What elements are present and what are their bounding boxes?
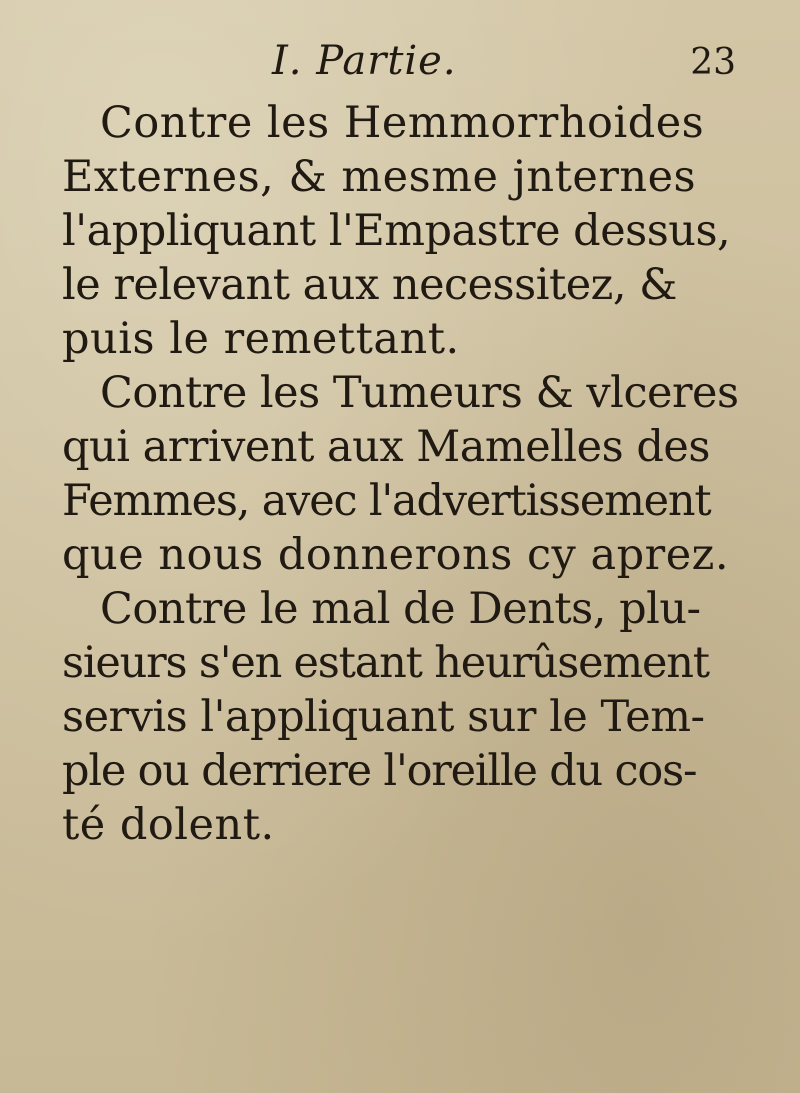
text-line: puis le remettant. — [62, 314, 460, 364]
text-line: que nous donnerons cy aprez. — [62, 530, 729, 580]
text-line: l'appliquant l'Empastre dessus, — [62, 206, 731, 256]
text-line: ple ou derriere l'oreille du cos- — [62, 746, 697, 796]
text-line: té dolent. — [62, 800, 275, 850]
body-text — [62, 96, 742, 852]
text-line: Contre les Tumeurs & vlceres — [100, 368, 739, 418]
text-line: Contre les Hemmorrhoides — [100, 98, 705, 148]
text-line: qui arrivent aux Mamelles des — [62, 422, 710, 472]
text-line: Externes, & mesme jnternes — [62, 152, 697, 202]
part-label: I. Partie. — [272, 38, 457, 84]
text-line: Femmes, avec l'advertissement — [62, 476, 711, 526]
text-line: Contre le mal de Dents, plu- — [100, 584, 701, 634]
text-line: le relevant aux necessitez, & — [62, 260, 677, 310]
running-head — [0, 38, 800, 98]
page-number: 23 — [690, 42, 736, 83]
text-line: sieurs s'en estant heurûsement — [62, 638, 709, 688]
text-line: servis l'appliquant sur le Tem- — [62, 692, 705, 742]
